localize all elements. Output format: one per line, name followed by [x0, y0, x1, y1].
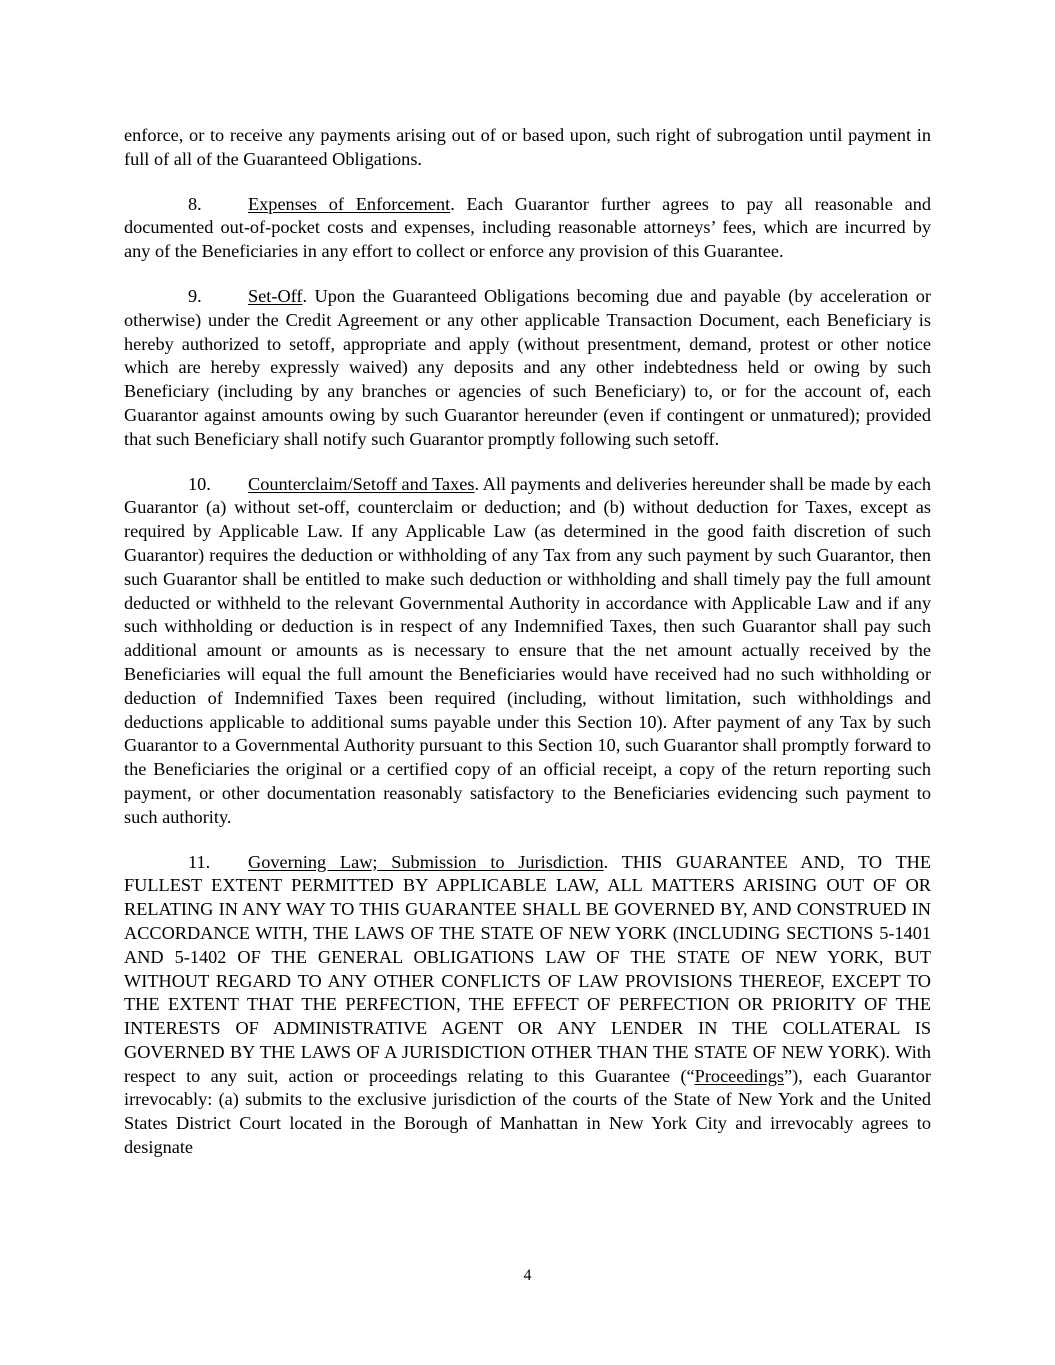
- section-number: 11.: [188, 851, 211, 872]
- section-body: . THIS GUARANTEE AND, TO THE FULLEST EXTENT PERMITTED BY APPLICABLE LAW, ALL MATTERS ARISING OUT OF OR RELATING IN ANY WAY TO THIS GUARANTEE SHALL BE GOVERNED BY, AND CONSTRUED IN ACCORDANCE WITH, THE LAWS OF THE STATE OF NEW YORK (INCLUDING SECTIONS 5-1401 AND 5-1402 OF THE GENERAL OBLIGATIONS LAW OF THE STATE OF NEW YORK, BUT WITHOUT REGARD TO ANY OTHER CONFLICTS OF LAW PROVISIONS THEREOF, EXCEPT TO THE EXTENT THAT THE PERFECTION, THE EFFECT OF PERFECTION OR PRIORITY OF THE INTERESTS OF ADMINISTRATIVE AGENT OR ANY LENDER IN THE COLLATERAL IS GOVERNED BY THE LAWS OF A JURISDICTION OTHER THAN THE STATE OF NEW YORK). With respect to any suit, action or proceedings relating to this Guarantee (“: [124, 851, 931, 1086]
- section-heading: Counterclaim/Setoff and Taxes: [248, 473, 475, 494]
- section-heading: Expenses of Enforcement: [248, 193, 451, 214]
- section-body: . Each Guarantor further agrees to pay all reasonable and documented out-of-pocket costs and expenses, including reasonable attorneys’ fees, which are incurred by any of the Beneficiaries in any effort to collect or enforce any provision of this Guarantee.: [124, 193, 931, 262]
- section-number: 9.: [188, 285, 202, 306]
- section-8-paragraph: [124, 193, 931, 264]
- section-number: 10.: [188, 473, 211, 494]
- page-number: 4: [523, 1267, 532, 1284]
- section-heading: Set-Off: [248, 285, 303, 306]
- section-heading: Governing Law; Submission to Jurisdiction: [248, 851, 604, 872]
- section-9-paragraph: [124, 285, 931, 452]
- section-number: 8.: [188, 193, 202, 214]
- intro-paragraph: enforce, or to receive any payments arising out of or based upon, such right of subrogation until payment in full of all of the Guaranteed Obligations.: [124, 125, 931, 169]
- section-body: . All payments and deliveries hereunder shall be made by each Guarantor (a) without set-off, counterclaim or deduction; and (b) without deduction for Taxes, except as required by Applicable Law. If any Applicable Law (as determined in the good faith discretion of such Guarantor) requires the deduction or withholding of any Tax from any such payment by such Guarantor, then such Guarantor shall be entitled to make such deduction or withholding and shall timely pay the full amount deducted or withheld to the relevant Governmental Authority in accordance with Applicable Law and if any such withholding or deduction is in respect of any Indemnified Taxes, then such Guarantor shall pay such additional amount or amounts as is necessary to ensure that the net amount actually received by the Beneficiaries will equal the full amount the Beneficiaries would have received had no such withholding or deduction of Indemnified Taxes been required (including, without limitation, such withholdings and deductions applicable to additional sums payable under this Section 10). After payment of any Tax by such Guarantor to a Governmental Authority pursuant to this Section 10, such Guarantor shall promptly forward to the Beneficiaries the original or a certified copy of an official receipt, a copy of the return reporting such payment, or other documentation reasonably satisfactory to the Beneficiaries evidencing such payment to such authority.: [124, 473, 931, 827]
- section-11-paragraph: [124, 851, 931, 1160]
- section-body: . Upon the Guaranteed Obligations becoming due and payable (by acceleration or otherwise) under the Credit Agreement or any other applicable Transaction Document, each Beneficiary is hereby authorized to setoff, appropriate and apply (without presentment, demand, protest or other notice which are hereby expressly waived) any deposits and any other indebtedness held or owing by such Beneficiary (including by any branches or agencies of such Beneficiary) to, or for the account of, each Guarantor against amounts owing by such Guarantor hereunder (even if contingent or unmatured); provided that such Beneficiary shall notify such Guarantor promptly following such setoff.: [124, 285, 931, 449]
- section-10-paragraph: [124, 473, 931, 830]
- defined-term: Proceedings: [694, 1065, 785, 1086]
- section-body-continued: ”), each Guarantor irrevocably: (a) submits to the exclusive jurisdiction of the courts of the State of New York and the United States District Court located in the Borough of Manhattan in New York City and irrevocably agrees to designate: [124, 1065, 931, 1158]
- document-page: [124, 124, 931, 1181]
